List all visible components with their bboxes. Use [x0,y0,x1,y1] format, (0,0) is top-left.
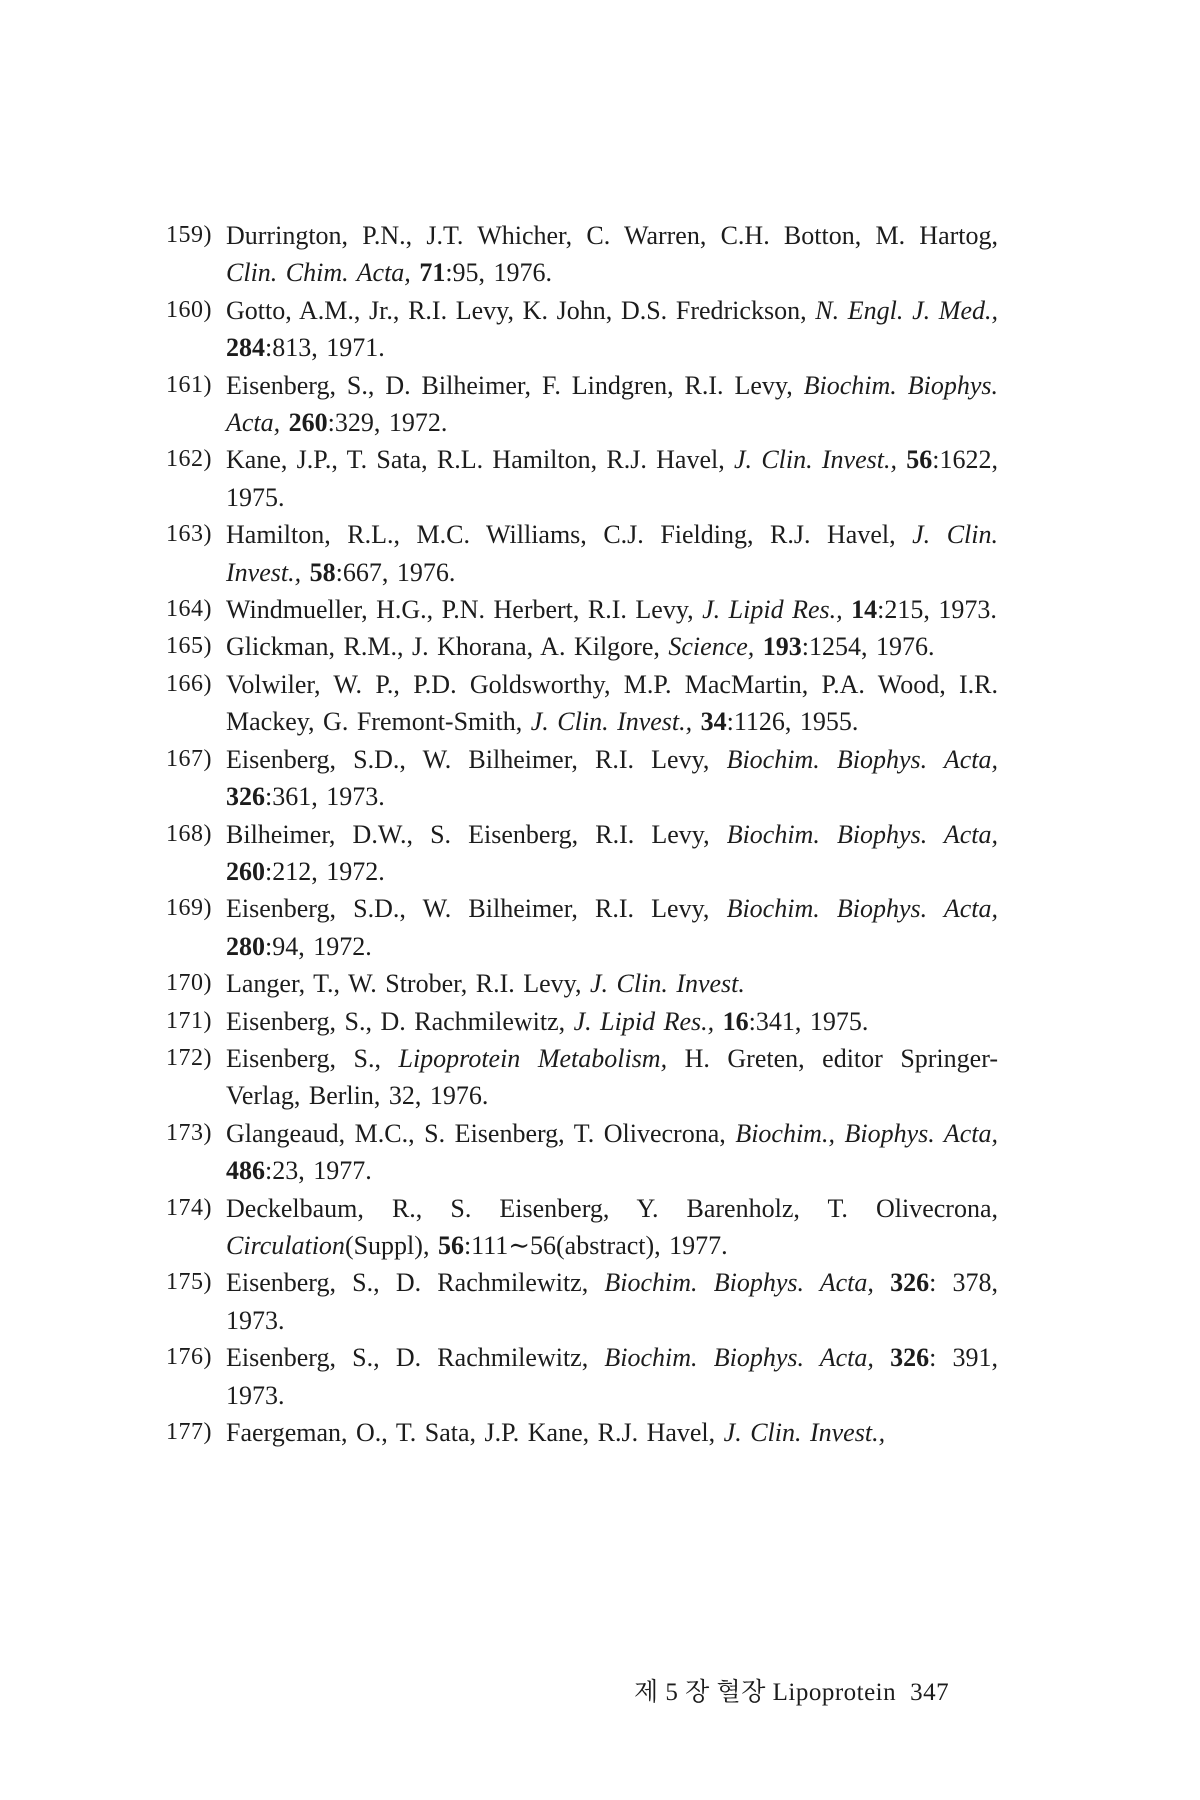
journal-title: J. Clin. Invest. [589,969,745,999]
volume-number: 326 [890,1343,930,1373]
citation-text: :215, 1973. [877,595,997,625]
reference-number: 175) [166,1269,212,1296]
citation-text: Langer, T., W. Strober, R.I. Levy, [226,969,590,999]
citation-text: Eisenberg, S.D., W. Bilheimer, R.I. Levy, [226,744,727,774]
journal-title: Biochim. Biophys. Acta, [604,1343,874,1373]
citation-text: Kane, J.P., T. Sata, R.L. Hamilton, R.J. Havel, [226,445,735,475]
volume-number: 14 [851,595,878,625]
citation-text [714,1007,723,1036]
reference-entry [166,591,998,628]
citation-text [280,408,289,437]
citation-text [874,1268,890,1297]
reference-citation [226,1414,998,1451]
reference-entry [166,367,998,442]
reference-citation [226,890,998,965]
volume-number: 58 [309,557,336,587]
citation-text: :212, 1972. [265,856,385,886]
volume-number: 326 [226,782,265,812]
reference-citation [226,816,998,891]
reference-number: 162) [166,446,212,473]
reference-number: 170) [166,970,212,997]
citation-text: Volwiler, W. P., P.D. Goldsworthy, M.P. MacMartin, P.A. Wood, I.R. Mackey, G. Fremont-Smith, [226,669,998,737]
volume-number: 34 [700,707,727,737]
journal-title: Biochim. Biophys. Acta, [226,370,998,438]
reference-citation [226,217,998,292]
citation-text: Eisenberg, S.D., W. Bilheimer, R.I. Levy, [226,894,727,924]
citation-text: :111∼56(abstract), 1977. [463,1230,728,1260]
citation-text [301,558,310,587]
citation-text [692,707,701,736]
volume-number: 56 [906,445,933,475]
citation-text: :361, 1973. [265,782,385,812]
reference-number: 161) [166,371,212,398]
citation-text: :341, 1975. [748,1006,869,1036]
journal-title: Biochim. Biophys. Acta, [726,894,998,924]
citation-text: Glickman, R.M., J. Khorana, A. Kilgore, [226,632,669,662]
volume-number: 260 [288,408,328,438]
citation-text [897,445,906,474]
reference-list [166,217,998,1451]
journal-title: J. Clin. Invest., [530,707,693,737]
citation-text: Gotto, A.M., Jr., R.I. Levy, K. John, D.S. Fredrickson, [226,295,816,325]
volume-number: 280 [226,931,265,961]
reference-entry [166,965,998,1002]
citation-text: Eisenberg, S., D. Bilheimer, F. Lindgren, R.I. Levy, [226,370,804,400]
citation-text: : 391, 1973. [226,1343,999,1410]
reference-citation [226,591,998,628]
reference-citation [226,441,998,516]
reference-entry [166,628,998,665]
reference-number: 173) [166,1119,212,1146]
reference-citation [226,666,998,741]
reference-entry [166,741,998,816]
citation-text: (Suppl), [344,1230,438,1260]
reference-entry [166,1040,998,1115]
reference-number: 166) [166,670,212,697]
volume-number: 193 [762,632,802,662]
reference-entry [166,516,998,591]
reference-entry [166,1115,998,1190]
citation-text: :1126, 1955. [726,707,859,737]
journal-title: Clin. Chim. Acta, [226,258,411,288]
reference-citation [226,965,998,1002]
citation-text: Eisenberg, S., D. Rachmilewitz, [226,1006,574,1036]
reference-citation [226,367,998,442]
reference-citation [226,741,998,816]
reference-number: 159) [166,222,212,248]
volume-number: 71 [419,258,446,288]
reference-number: 160) [166,296,212,323]
reference-entry [166,292,998,367]
citation-text: Glangeaud, M.C., S. Eisenberg, T. Olivecrona, [226,1118,736,1148]
citation-text: :667, 1976. [335,557,456,587]
citation-text: Hamilton, R.L., M.C. Williams, C.J. Fielding, R.J. Havel, [226,520,913,550]
reference-number: 172) [166,1044,212,1071]
reference-citation [226,292,998,367]
citation-text [843,595,852,624]
reference-entry [166,666,998,741]
volume-number: 486 [226,1156,265,1186]
page-footer [634,1672,949,1708]
citation-text: Windmueller, H.G., P.N. Herbert, R.I. Levy, [226,595,703,625]
citation-text: :1254, 1976. [801,632,935,662]
reference-citation [226,1339,998,1414]
reference-entry [166,1190,998,1265]
journal-title: Biochim. Biophys. Acta, [726,819,998,849]
citation-text: Bilheimer, D.W., S. Eisenberg, R.I. Levy, [226,819,727,849]
reference-citation [226,1003,998,1040]
volume-number: 284 [226,333,265,363]
volume-number: 16 [722,1006,749,1036]
citation-text: :94, 1972. [265,931,372,961]
citation-text: Eisenberg, S., D. Rachmilewitz, [226,1268,605,1298]
reference-citation [226,1040,998,1115]
journal-title: Science, [668,632,755,662]
citation-text: :23, 1977. [265,1156,372,1186]
reference-entry [166,816,998,891]
reference-citation [226,1115,998,1190]
journal-title: J. Clin. Invest., [226,520,998,587]
reference-number: 165) [166,633,212,660]
citation-text: :813, 1971. [265,333,385,363]
reference-number: 171) [166,1007,212,1034]
journal-title: Biochim., Biophys. Acta, [735,1118,998,1148]
volume-number: 56 [437,1230,464,1260]
reference-entry [166,1339,998,1414]
citation-text: Durrington, P.N., J.T. Whicher, C. Warren, C.H. Botton, M. Hartog, [226,221,998,250]
reference-entry [166,1003,998,1040]
reference-entry [166,1264,998,1339]
citation-text: : 378, 1973. [226,1268,999,1335]
citation-text [754,632,763,661]
citation-text: :95, 1976. [445,258,553,288]
reference-number: 169) [166,895,212,922]
journal-title: J. Clin. Invest., [734,445,897,475]
citation-text: Faergeman, O., T. Sata, J.P. Kane, R.J. Havel, [226,1418,724,1447]
reference-entry [166,1414,998,1451]
journal-title: Biochim. Biophys. Acta, [726,744,998,774]
journal-title: Circulation [226,1230,345,1260]
page-number: 347 [910,1679,950,1706]
volume-number: 260 [226,856,265,886]
journal-title: N. Engl. J. Med., [815,295,999,325]
reference-number: 174) [166,1194,212,1221]
journal-title: Lipoprotein Metabolism, [398,1043,668,1073]
reference-number: 167) [166,745,212,772]
reference-number: 164) [166,596,212,623]
reference-citation [226,628,998,665]
chapter-title: 제 5 장 혈장 Lipoprotein [634,1679,897,1706]
citation-text: H. Greten, editor Springer-Verlag, Berlin, 32, 1976. [226,1043,998,1111]
journal-title: J. Lipid Res., [573,1006,715,1036]
citation-text: :329, 1972. [327,408,448,438]
journal-title: Biochim. Biophys. Acta, [604,1268,874,1298]
citation-text: Eisenberg, S., [226,1043,399,1073]
reference-number: 163) [166,521,212,548]
reference-entry [166,217,998,292]
reference-number: 177) [166,1419,212,1445]
citation-text: Deckelbaum, R., S. Eisenberg, Y. Barenholz, T. Olivecrona, [226,1193,998,1223]
journal-title: J. Clin. Invest., [723,1418,886,1447]
volume-number: 326 [890,1268,930,1298]
reference-citation [226,516,998,591]
citation-text: :1622, 1975. [226,445,998,512]
reference-number: 168) [166,820,212,847]
citation-text: Eisenberg, S., D. Rachmilewitz, [226,1343,605,1373]
reference-entry [166,890,998,965]
reference-citation [226,1264,998,1339]
citation-text [874,1343,890,1372]
reference-citation [226,1190,998,1265]
reference-number: 176) [166,1344,212,1371]
reference-entry [166,441,998,516]
journal-title: J. Lipid Res., [702,595,843,625]
